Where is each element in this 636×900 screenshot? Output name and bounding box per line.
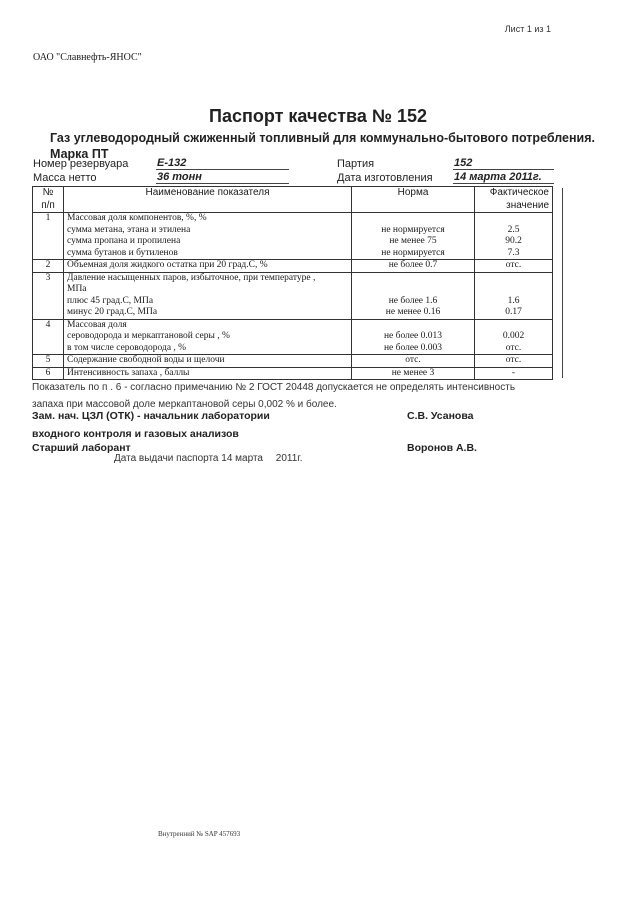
header-actual	[475, 187, 553, 213]
row-norm-line	[355, 284, 471, 296]
row-name-line: сумма бутанов и бутиленов	[67, 247, 178, 258]
row-norm-line: не более 0.003	[383, 342, 443, 353]
footnote	[32, 379, 592, 413]
table-row	[33, 213, 553, 260]
mass-label: Масса нетто	[33, 172, 97, 184]
row-actual	[475, 272, 553, 319]
row-norm-line: не более 1.6	[388, 295, 438, 306]
row-norm	[352, 319, 475, 355]
header-actual-line2: значение	[506, 199, 549, 211]
row-actual-line: отс.	[505, 342, 522, 353]
row-name: Интенсивность запаха , баллы	[64, 367, 352, 380]
row-norm-line: не более 0.013	[383, 331, 443, 341]
row-name-line: минус 20 град.С, МПа	[67, 307, 158, 317]
footnote-line2: запаха при массовой доле меркаптановой серы 0,002 % и более.	[32, 399, 337, 410]
row-norm	[352, 272, 475, 319]
signer2-name: Воронов А.В.	[407, 442, 477, 454]
header-name: Наименование показателя	[64, 187, 352, 213]
date-value: 14 марта 2011г.	[453, 171, 554, 184]
signer1-name: С.В. Усанова	[407, 410, 474, 422]
internal-sap-number: Внутренний № SAP 457693	[158, 830, 241, 838]
row-actual: отс.	[475, 260, 553, 273]
issue-date-year: 2011г.	[275, 453, 303, 464]
row-actual-line: 1.6	[507, 295, 520, 306]
row-norm: не менее 3	[352, 367, 475, 380]
row-actual-line: 2.5	[507, 224, 520, 235]
row-name-line: сероводорода и меркаптановой серы , %	[67, 331, 230, 341]
organization-name: ОАО "Славнефть-ЯНОС"	[33, 52, 142, 63]
row-name-line: Массовая доля	[67, 319, 127, 330]
row-norm-line: не менее 0.16	[385, 307, 441, 317]
row-name	[64, 319, 352, 355]
header-num-line1: №	[42, 187, 54, 198]
row-name-line: МПа	[67, 284, 87, 294]
sheet-counter: Лист 1 из 1	[504, 24, 551, 34]
row-actual-line: 0.17	[505, 307, 522, 317]
signer1-role-line2: входного контроля и газовых анализов	[32, 428, 239, 440]
header-actual-line1: Фактическое	[489, 187, 549, 198]
row-norm-line	[355, 320, 471, 332]
row-num: 3	[33, 272, 64, 319]
table-row	[33, 272, 553, 319]
row-num: 2	[33, 260, 64, 273]
row-num: 4	[33, 319, 64, 355]
row-name	[64, 213, 352, 260]
row-norm-line	[355, 213, 471, 225]
batch-value: 152	[453, 157, 554, 170]
header-norm: Норма	[352, 187, 475, 213]
signer2-role: Старший лаборант	[32, 442, 131, 454]
row-norm-line: не менее 75	[389, 236, 437, 246]
row-actual: отс.	[475, 355, 553, 368]
margin-rule	[562, 188, 563, 378]
row-norm: отс.	[352, 355, 475, 368]
row-actual-line: 7.3	[507, 247, 520, 258]
document-subtitle: Газ углеводородный сжиженный топливный для коммунально-бытового потребления. Марка ПТ	[50, 131, 595, 161]
signer1-role-line1: Зам. нач. ЦЗЛ (ОТК) - начальник лаборатории	[32, 410, 270, 422]
quality-table	[32, 186, 553, 380]
row-name-line: Массовая доля компонентов, %, %	[67, 213, 207, 223]
row-num: 6	[33, 367, 64, 380]
row-actual-line	[478, 320, 549, 332]
row-norm-line: не нормируется	[381, 224, 445, 235]
row-actual	[475, 213, 553, 260]
row-name-line: сумма пропана и пропилена	[67, 236, 181, 246]
document-title: Паспорт качества № 152	[209, 106, 427, 126]
row-num: 5	[33, 355, 64, 368]
issue-date-label: Дата выдачи паспорта 14 марта	[114, 453, 263, 464]
header-num	[33, 187, 64, 213]
row-actual-line: 0.002	[502, 331, 525, 341]
table-row	[33, 260, 553, 273]
row-norm: не более 0.7	[352, 260, 475, 273]
mass-value: 36 тонн	[156, 171, 289, 184]
row-actual: -	[475, 367, 553, 380]
issue-date	[114, 453, 302, 464]
table-row	[33, 319, 553, 355]
row-num: 1	[33, 213, 64, 260]
tank-label: Номер резервуара	[33, 158, 129, 170]
row-name	[64, 272, 352, 319]
row-actual-line	[478, 213, 549, 225]
row-name-line: Давление насыщенных паров, избыточное, при температуре ,	[67, 272, 316, 283]
row-name: Содержание свободной воды и щелочи	[64, 355, 352, 368]
row-name-line: плюс 45 град.С, МПа	[67, 295, 154, 306]
row-actual	[475, 319, 553, 355]
row-actual-line: 90.2	[505, 236, 522, 246]
table-row	[33, 355, 553, 368]
table-header-row	[33, 187, 553, 213]
header-num-line2: п/п	[41, 199, 55, 211]
table-row	[33, 367, 553, 380]
row-name-line: в том числе сероводорода , %	[67, 342, 187, 353]
row-norm-line	[355, 273, 471, 285]
row-norm-line: не нормируется	[381, 247, 445, 258]
row-actual-line	[478, 273, 549, 285]
row-name: Объемная доля жидкого остатка при 20 град.С, %	[64, 260, 352, 273]
row-name-line: сумма метана, этана и этилена	[67, 224, 191, 235]
footnote-line1: Показатель по п . 6 - согласно примечанию № 2 ГОСТ 20448 допускается не определять интенсивность	[32, 382, 516, 393]
batch-label: Партия	[337, 158, 375, 170]
row-actual-line	[478, 284, 549, 296]
tank-value: Е-132	[156, 157, 289, 170]
date-label: Дата изготовления	[337, 172, 433, 184]
row-norm	[352, 213, 475, 260]
